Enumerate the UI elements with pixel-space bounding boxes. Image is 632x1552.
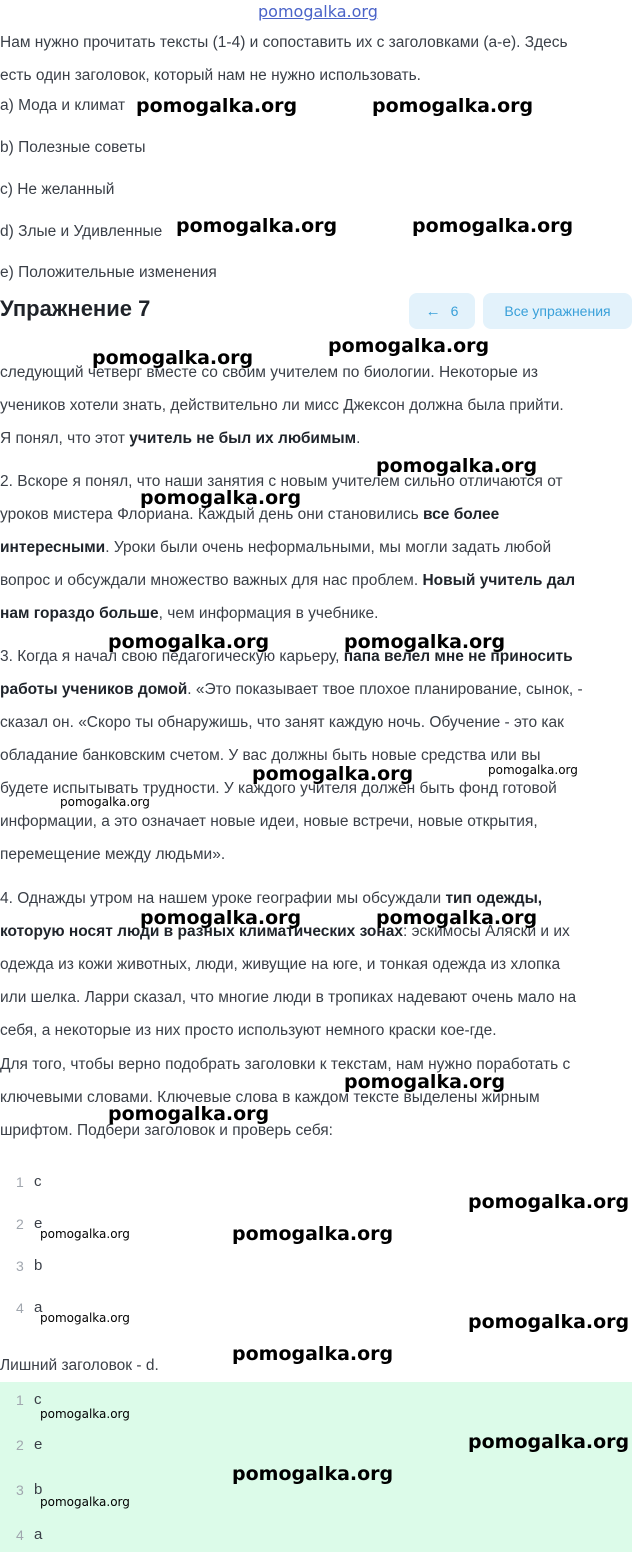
intro-line: есть один заголовок, который нам не нужно использовать. — [0, 67, 421, 84]
text-line: информации, а это означает новые идеи, новые встречи, новые открытия, — [0, 813, 538, 830]
heading-c: c) Не желанный — [0, 181, 115, 198]
watermark: pomogalka.org — [140, 907, 302, 929]
watermark: pomogalka.org — [252, 763, 414, 785]
watermark: pomogalka.org — [108, 631, 270, 653]
arrow-left-icon: ← — [425, 302, 441, 320]
prev-exercise-button[interactable] — [409, 293, 475, 329]
text-line — [0, 564, 632, 597]
answer-value: b — [34, 1481, 43, 1498]
text-line: учеников хотели знать, действительно ли мисс Джексон должна была прийти. — [0, 397, 564, 414]
text-run: 3. Когда я начал свою педагогическую карьеру, — [0, 648, 344, 665]
keyword: работы учеников домой — [0, 681, 188, 698]
text-run: . «Это показывает твое плохое планирование, сынок, - — [187, 681, 583, 698]
text-line: Для того, чтобы верно подобрать заголовки к текстам, нам нужно поработать с — [0, 1056, 571, 1073]
keyword: тип одежды, — [445, 890, 543, 907]
heading-e: e) Положительные изменения — [0, 264, 217, 281]
text-line — [0, 673, 632, 706]
text-line — [0, 531, 632, 564]
text-line: перемещение между людьми». — [0, 846, 226, 863]
watermark: pomogalka.org — [136, 95, 298, 117]
text-4 — [0, 882, 632, 1047]
all-exercises-button[interactable]: Все упражнения — [483, 293, 632, 329]
advice-text — [0, 1048, 632, 1147]
answer-number: 4 — [16, 1527, 24, 1543]
text-line: следующий четверг вместе со своим учителем по биологии. Некоторые из — [0, 364, 538, 381]
text-line — [0, 915, 632, 948]
heading-b: b) Полезные советы — [0, 139, 146, 156]
watermark: pomogalka.org — [344, 631, 506, 653]
watermark: pomogalka.org — [108, 1103, 270, 1125]
text-run: вопрос и обсуждали множество важных для нас проблем. — [0, 572, 423, 589]
heading-a: a) Мода и климат — [0, 97, 126, 114]
heading-d: d) Злые и Удивленные — [0, 223, 163, 240]
intro-text — [0, 26, 632, 92]
text-line — [0, 597, 632, 630]
watermark: pomogalka.org — [92, 347, 254, 369]
answer-value: e — [34, 1436, 43, 1453]
text-line — [0, 498, 632, 531]
quiz-answer[interactable]: a — [34, 1299, 43, 1316]
watermark: pomogalka.org — [328, 335, 490, 357]
text-run: : эскимосы Аляски и их — [402, 923, 570, 940]
text-3 — [0, 640, 632, 871]
watermark: pomogalka.org — [488, 763, 578, 777]
watermark: pomogalka.org — [376, 907, 538, 929]
intro-line: Нам нужно прочитать тексты (1-4) и сопоставить их с заголовками (a-e). Здесь — [0, 34, 568, 51]
keyword: все более — [423, 506, 500, 523]
text-line: или шелка. Ларри сказал, что многие люди в тропиках надевают очень мало на — [0, 989, 577, 1006]
quiz-answer[interactable]: b — [34, 1257, 43, 1274]
quiz-number: 3 — [16, 1258, 24, 1274]
answer-number: 1 — [16, 1392, 24, 1408]
text-line: себя, а некоторые из них просто используют немного краски кое-где. — [0, 1022, 497, 1039]
text-line: 2. Вскоре я понял, что наши занятия с новым учителем сильно отличаются от — [0, 473, 563, 490]
quiz-answer[interactable]: e — [34, 1215, 43, 1232]
watermark: pomogalka.org — [40, 1407, 130, 1421]
exercise-title: Упражнение 7 — [0, 296, 151, 321]
answer-value: a — [34, 1526, 43, 1543]
quiz-number: 2 — [16, 1216, 24, 1232]
text-line: сказал он. «Скоро ты обнаружишь, что занят каждую ночь. Обучение - это как — [0, 714, 564, 731]
quiz-number: 4 — [16, 1300, 24, 1316]
extra-heading-note: Лишний заголовок - d. — [0, 1357, 159, 1374]
watermark: pomogalka.org — [232, 1223, 394, 1245]
watermark: pomogalka.org — [40, 1311, 130, 1325]
text-1 — [0, 356, 632, 455]
text-2 — [0, 465, 632, 630]
keyword: папа велел мне не приносить — [343, 648, 573, 665]
text-line: обладание банковским счетом. У вас должны быть новые средства или вы — [0, 747, 541, 764]
keyword: Новый учитель дал — [422, 572, 576, 589]
watermark: pomogalka.org — [232, 1343, 394, 1365]
answer-value: c — [34, 1391, 42, 1408]
watermark: pomogalka.org — [412, 215, 574, 237]
watermark: pomogalka.org — [376, 455, 538, 477]
watermark: pomogalka.org — [468, 1311, 630, 1333]
watermark: pomogalka.org — [468, 1191, 630, 1213]
watermark: pomogalka.org — [60, 795, 150, 809]
keyword: нам гораздо больше — [0, 605, 159, 622]
keyword: интересными — [0, 539, 106, 556]
text-run: уроков мистера Флориана. Каждый день они становились — [0, 506, 424, 523]
text-run: , чем информация в учебнике. — [158, 605, 379, 622]
text-run: . — [356, 430, 361, 447]
answer-number: 2 — [16, 1437, 24, 1453]
watermark: pomogalka.org — [258, 2, 378, 21]
text-run: . Уроки были очень неформальными, мы могли задать любой — [105, 539, 552, 556]
quiz-number: 1 — [16, 1174, 24, 1190]
text-run: Я понял, что этот — [0, 430, 130, 447]
text-line — [0, 882, 632, 915]
text-run: 4. Однажды утром на нашем уроке географии мы обсуждали — [0, 890, 446, 907]
prev-exercise-label: 6 — [450, 303, 459, 319]
text-line: одежда из кожи животных, люди, живущие на юге, и тонкая одежда из хлопка — [0, 956, 561, 973]
text-line — [0, 422, 632, 455]
watermark: pomogalka.org — [176, 215, 338, 237]
watermark: pomogalka.org — [344, 1071, 506, 1093]
watermark: pomogalka.org — [372, 95, 534, 117]
watermark: pomogalka.org — [140, 487, 302, 509]
watermark: pomogalka.org — [232, 1463, 394, 1485]
text-line — [0, 640, 632, 673]
text-line: шрифтом. Подбери заголовок и проверь себя: — [0, 1122, 333, 1139]
watermark: pomogalka.org — [40, 1227, 130, 1241]
quiz-answer[interactable]: c — [34, 1173, 42, 1190]
answer-number: 3 — [16, 1482, 24, 1498]
text-line: ключевыми словами. Ключевые слова в каждом тексте выделены жирным — [0, 1089, 540, 1106]
keyword: учитель не был их любимым — [129, 430, 357, 447]
text-line: будете испытывать трудности. У каждого учителя должен быть фонд готовой — [0, 780, 557, 797]
keyword: которую носят люди в разных климатических зонах — [0, 923, 403, 940]
watermark: pomogalka.org — [40, 1495, 130, 1509]
watermark: pomogalka.org — [468, 1431, 630, 1453]
